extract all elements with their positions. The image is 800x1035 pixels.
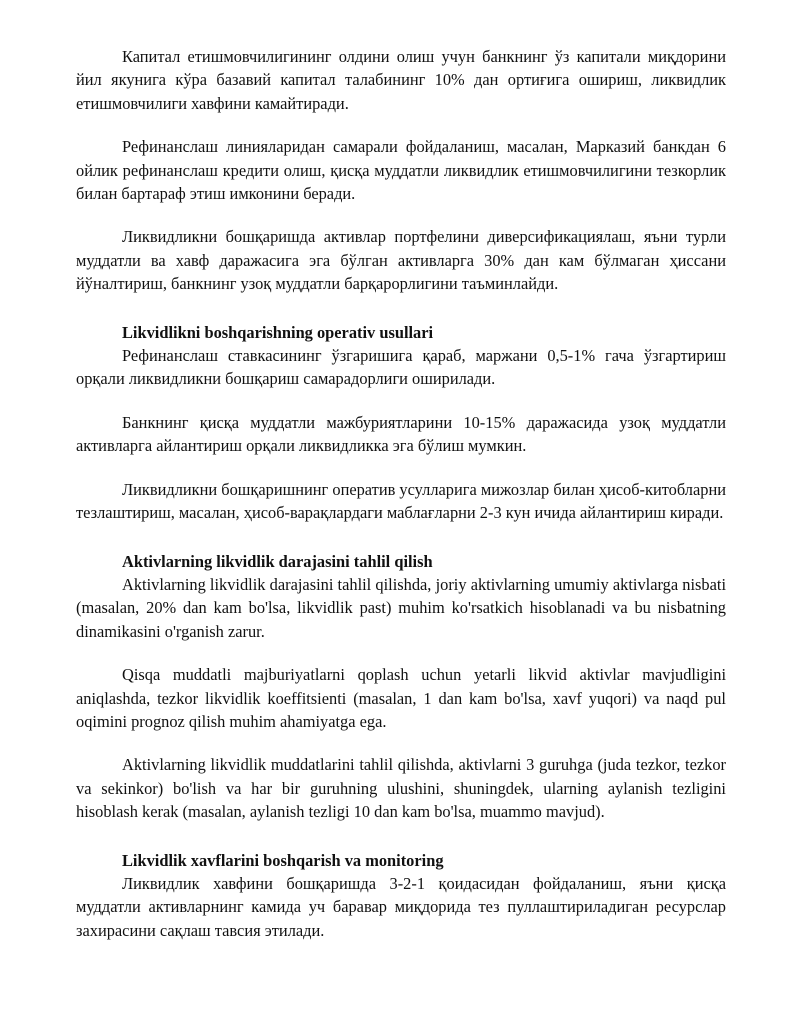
paragraph: Рефинанслаш ставкасининг ўзгаришига қараб, маржани 0,5-1% гача ўзгартириш орқали ликвидликни бошқариш самарадорлиги оширилади. [76, 346, 726, 389]
paragraph: Aktivlarning likvidlik muddatlarini tahlil qilishda, aktivlarni 3 guruhga (juda tezkor, tezkor va sekinkor) bo'lish va har bir guruhning ulushini, shuningdek, ularning aylanish tezligini hisoblash kerak (masalan, aylanish tezligi 10 dan kam bo'lsa, muammo mavjud). [76, 755, 726, 822]
paragraph: Qisqa muddatli majburiyatlarni qoplash uchun yetarli likvid aktivlar mavjudligini aniqlashda, tezkor likvidlik koeffitsienti (masalan, 1 dan kam bo'lsa, xavf yuqori) va naqd pul oqimini prognoz qilish muhim ahamiyatga ega. [76, 665, 726, 731]
paragraph: Капитал етишмовчилигининг олдини олиш учун банкнинг ўз капитали миқдорини йил якунига кўра базавий капитал талабининг 10% дан ортиғига ошириш, ликвидлик етишмовчилиги хавфини камайтиради. [76, 47, 726, 113]
paragraph: Рефинанслаш линияларидан самарали фойдаланиш, масалан, Марказий банкдан 6 ойлик рефинанслаш кредити олиш, қисқа муддатли ликвидлик етишмовчилигини тезкорлик билан бартараф этиш имконини беради. [76, 137, 726, 204]
paragraph: Ликвидликни бошқаришнинг оператив усулларига мижозлар билан ҳисоб-китобларни тезлаштириш, масалан, ҳисоб-варақлардаги маблағларни 2-3 кун ичида айлантириш киради. [76, 479, 727, 523]
paragraph: Ликвидликни бошқаришда активлар портфелини диверсификациялаш, яъни турли муддатли ва хавф даражасига эга бўлган активларга 30% дан кам бўлмаган ҳиссани йўналтириш, банкнинг узоқ муддатли барқарорлигини таъминлайди. [76, 227, 726, 294]
paragraph: Aktivlarning likvidlik darajasini tahlil qilishda, joriy aktivlarning umumiy aktivlarga nisbati (masalan, 20% dan kam bo'lsa, likvidlik past) muhim ko'rsatkich hisoblanadi va bu nisbatning dinamikasini o'rganish zarur. [76, 574, 726, 641]
document-page [76, 45, 726, 942]
paragraph: Ликвидлик хавфини бошқаришда 3-2-1 қоидасидан фойдаланиш, яъни қисқа муддатли активларнинг камида уч баравар миқдорида тез пуллаштириладиган ресурслар захирасини сақлаш тавсия этилади. [76, 873, 726, 940]
section-heading: Aktivlarning likvidlik darajasini tahlil qilish [122, 551, 433, 571]
section-heading: Likvidlikni boshqarishning operativ usullari [122, 322, 434, 342]
paragraph: Банкнинг қисқа муддатли мажбуриятларини 10-15% даражасида узоқ муддатли активларга айлантириш орқали ликвидликка эга бўлиш мумкин. [76, 412, 726, 456]
section-heading: Likvidlik xavflarini boshqarish va monitoring [122, 850, 444, 870]
